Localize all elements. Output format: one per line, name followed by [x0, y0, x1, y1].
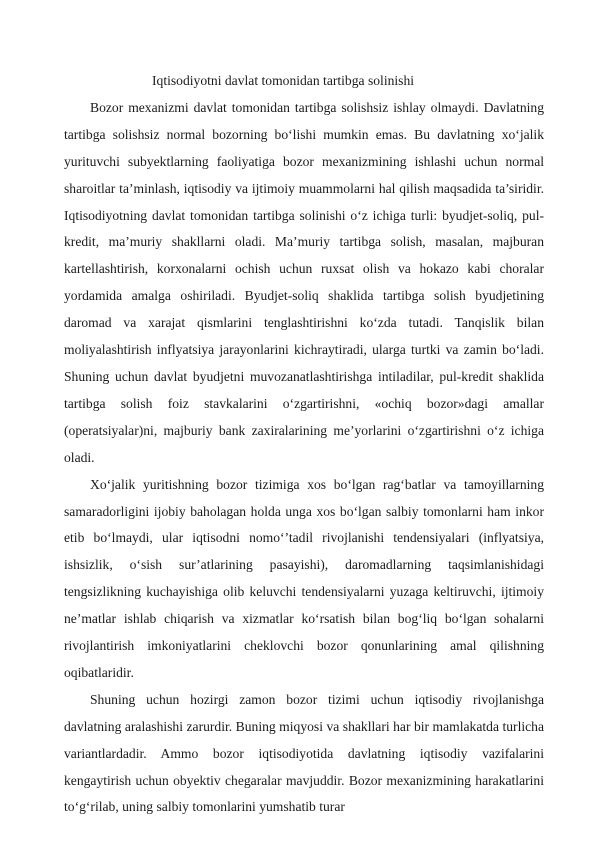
paragraph-state-intervention: Shuning uchun hozirgi zamon bozor tizimi uchun iqtisodiy rivojlanishga davlatning aralashishi zarurdir. Buning miqyosi va shakllari har bir mamlakatda turlicha variantlardadir. Ammo bozor iqtisodiyotida davlatning iqtisodiy vazifalarini kengaytirish uchun obyektiv chegaralar mavjuddir. Bozor mexanizmining harakatlarini to‘g‘rilab, uning salbiy tomonlarini yumshatib turar	[64, 691, 544, 815]
document-title: Iqtisodiyotni davlat tomonidan tartibga solinishi	[152, 73, 415, 88]
paragraph-market-drawbacks: Xo‘jalik yuritishning bozor tizimiga xos bo‘lgan rag‘batlar va tamoyillarning samaradorligini ijobiy baholagan holda unga xos bo‘lgan salbiy tomonlarni ham inkor etib bo‘lmaydi, ular iqtisodni nomo‘’tadil rivojlanishi tendensiyalari (inflyatsiya, ishsizlik, o‘sish sur’atlarining pasayishi), daromadlarning taqsimlanishidagi tengsizlikning kuchayishiga olib keluvchi tendensiyalarni yuzaga keltiruvchi, ijtimoiy ne’matlar ishlab chiqarish va xizmatlar ko‘rsatish bilan bog‘liq bo‘lgan sohalarni rivojlantirish imkoniyatlarini cheklovchi bozor qonunlarining amal qilishning oqibatlaridir.	[64, 476, 544, 680]
document-body	[64, 68, 544, 821]
paragraph-state-regulation: Bozor mexanizmi davlat tomonidan tartibga solishsiz ishlay olmaydi. Davlatning tartibga solishsiz normal bozorning bo‘lishi mumkin emas. Bu davlatning xo‘jalik yurituvchi subyektlarning faoliyatiga bozor mexanizmining ishlashi uchun normal sharoitlar ta’minlash, iqtisodiy va ijtimoiy muammolarni hal qilish maqsadida ta’siridir. Iqtisodiyotning davlat tomonidan tartibga solinishi o‘z ichiga turli: byudjet-soliq, pul-kredit, ma’muriy shakllarni oladi. Ma’muriy tartibga solish, masalan, majburan kartellashtirish, korxonalarni ochish uchun ruxsat olish va hokazo kabi choralar yordamida amalga oshiriladi. Byudjet-soliq shaklida tartibga solish byudjetining daromad va xarajat qismlarini tenglashtirishni ko‘zda tutadi. Tanqislik bilan moliyalashtirish inflyatsiya jarayonlarini kichraytiradi, ularga turtki va zamin bo‘ladi. Shuning uchun davlat byudjetni muvozanatlashtirishga intiladilar, pul-kredit shaklida tartibga solish foiz stavkalarini o‘zgartirishni, «ochiq bozor»dagi amallar (operatsiyalar)ni, majburiy bank zaxiralarining me’yorlarini o‘zgartirishni o‘z ichiga oladi.	[64, 99, 544, 465]
